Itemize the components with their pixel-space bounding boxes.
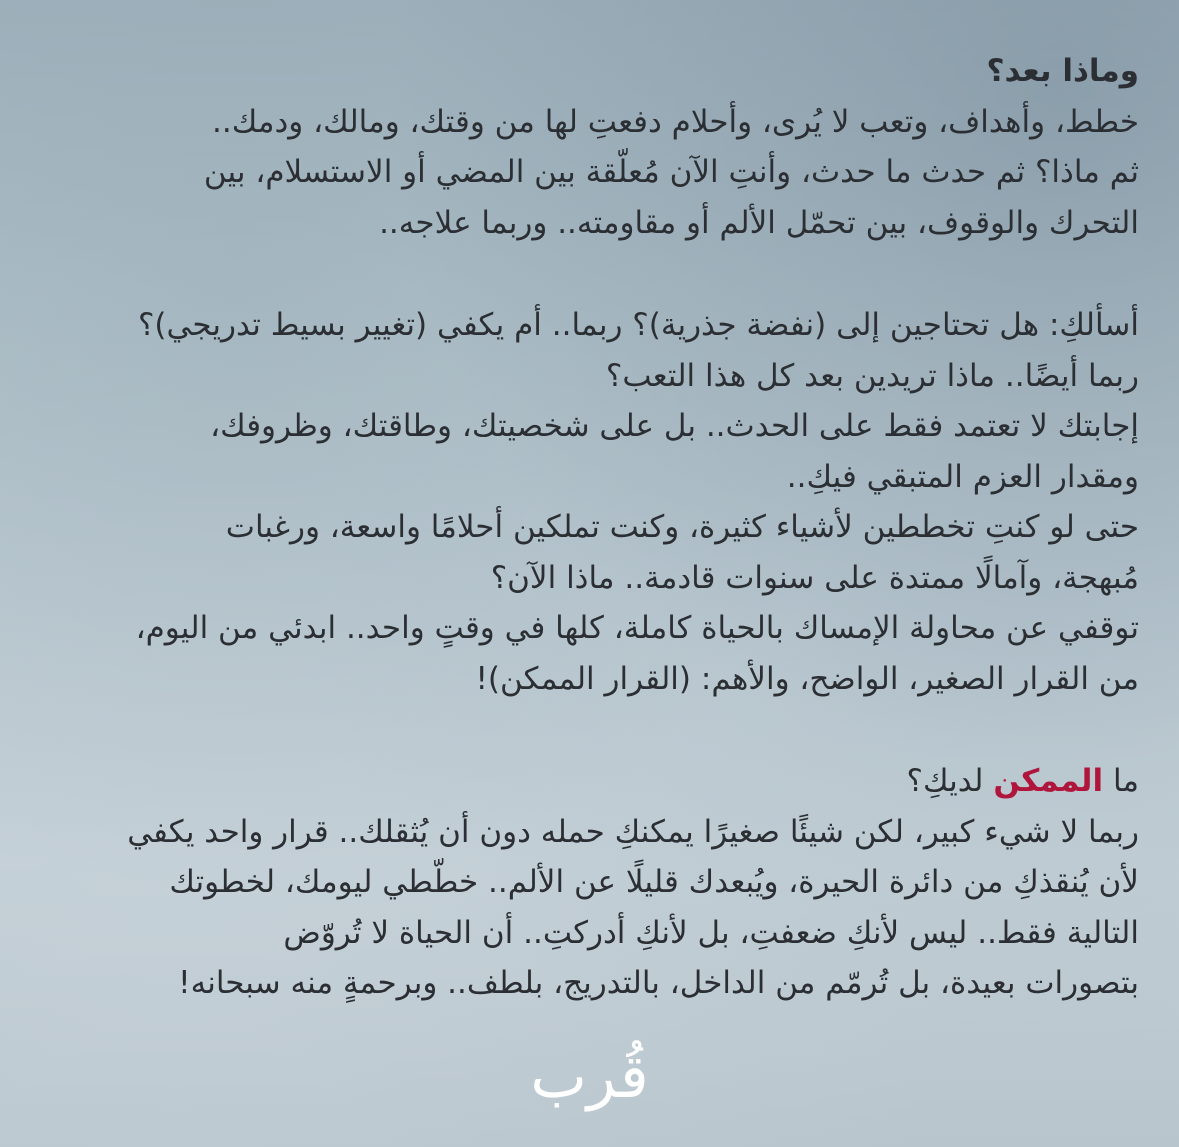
brand-logo: قُرب (530, 1042, 649, 1112)
text-line: ربما أيضًا.. ماذا تريدين بعد كل هذا التعب؟ (605, 357, 1139, 394)
text-line: ثم ماذا؟ ثم حدث ما حدث، وأنتِ الآن مُعلّقة بين المضي أو الاستسلام، بين (203, 154, 1139, 190)
text-line: التحرك والوقوف، بين تحمّل الألم أو مقاومته.. وربما علاجه.. (379, 204, 1139, 241)
paragraph-spacer (40, 248, 1139, 300)
text-line: خطط، وأهداف، وتعب لا يُرى، وأحلام دفعتِ لها من وقتك، ومالك، ودمك.. (212, 103, 1139, 140)
paragraph-spacer (40, 704, 1139, 756)
text-line: أسألكِ: هل تحتاجين إلى (نفضة جذرية)؟ ربما.. أم يكفي (تغيير بسيط تدريجي)؟ (137, 307, 1139, 343)
section-heading (40, 756, 1139, 807)
text-line: التالية فقط.. ليس لأنكِ ضعفتِ، بل لأنكِ أدركتِ.. أن الحياة لا تُروّض (283, 914, 1139, 951)
text-line: ومقدار العزم المتبقي فيكِ.. (786, 458, 1139, 495)
heading-suffix: لديكِ؟ (906, 763, 984, 799)
text-line: ربما لا شيء كبير، لكن شيئًا صغيرًا يمكنكِ حمله دون أن يُثقلك.. قرار واحد يكفي (127, 813, 1139, 850)
heading-accent-word: الممكن (993, 763, 1104, 799)
text-line: لأن يُنقذكِ من دائرة الحيرة، ويُبعدك قليلًا عن الألم.. خطّطي ليومك، لخطوتك (169, 864, 1139, 900)
section-questions (40, 300, 1139, 704)
text-line: بتصورات بعيدة، بل تُرمّم من الداخل، بالتدريج، بلطف.. وبرحمةٍ منه سبحانه! (178, 965, 1139, 1001)
section-what-next (40, 46, 1139, 248)
text-line: حتى لو كنتِ تخططين لأشياء كثيرة، وكنت تملكين أحلامًا واسعة، ورغبات (225, 509, 1139, 545)
article-body (40, 46, 1139, 1009)
text-line: من القرار الصغير، الواضح، والأهم: (القرار الممكن)! (475, 660, 1139, 697)
section-possible (40, 756, 1139, 1009)
heading-prefix: ما (1112, 763, 1139, 799)
text-line: توقفي عن محاولة الإمساك بالحياة كاملة، كلها في وقتٍ واحد.. ابدئي من اليوم، (135, 610, 1139, 646)
section-heading: وماذا بعد؟ (986, 53, 1139, 89)
text-line: إجابتك لا تعتمد فقط على الحدث.. بل على شخصيتك، وطاقتك، وظروفك، (210, 408, 1139, 444)
text-line: مُبهجة، وآمالًا ممتدة على سنوات قادمة.. ماذا الآن؟ (490, 559, 1139, 596)
